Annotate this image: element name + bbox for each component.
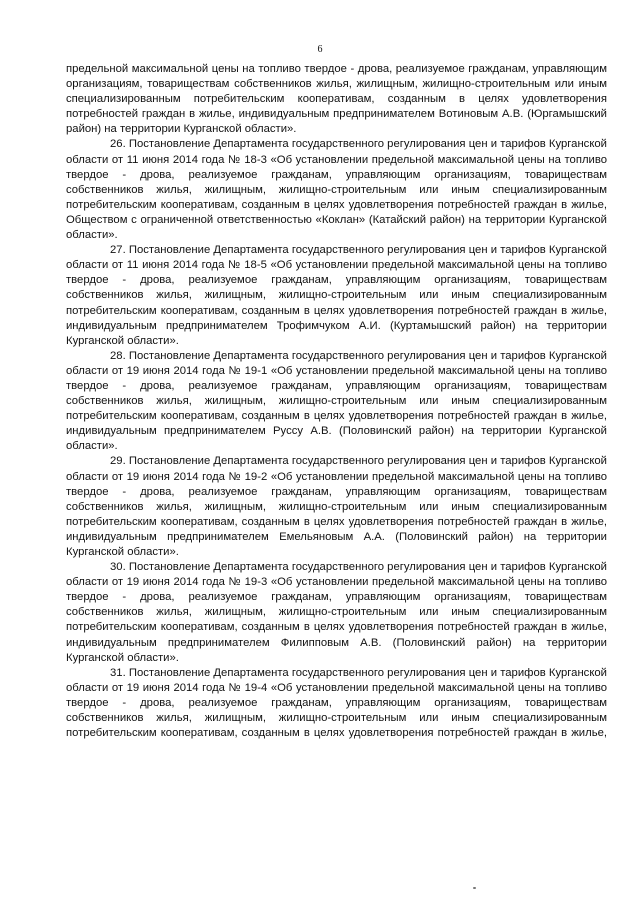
list-item-26: 26. Постановление Департамента государственного регулирования цен и тарифов Курганской области от 11 июня 2014 года № 18-3 «Об установлении предельной максимальной цены на топливо твердое - дрова, реализуемое гражданам, управляющим организациям, товариществам собственников жилья, жилищным, жилищно-строительным или иным специализированным потребительским кооперативам, созданным в целях удовлетворения потребностей граждан в жилье, Обществом с ограниченной ответственностью «Коклан» (Катайский район) на территории Курганской области». xyxy=(66,138,607,242)
paragraph-continuation: предельной максимальной цены на топливо твердое - дрова, реализуемое гражданам, управляющим организациям, товариществам собственников жилья, жилищным, жилищно-строительным или иным специализированным потребительским кооперативам, созданным в целях удовлетворения потребностей граждан в жилье, индивидуальным предпринимателем Вотиновым А.В. (Юргамышский район) на территории Курганской области». xyxy=(66,63,607,136)
list-item-31: 31. Постановление Департамента государственного регулирования цен и тарифов Курганской области от 19 июня 2014 года № 19-4 «Об установлении предельной максимальной цены на топливо твердое - дрова, реализуемое гражданам, управляющим организациям, товариществам собственников жилья, жилищным, жилищно-строительным или иным специализированным потребительским кооперативам, созданным в целях удовлетворения потребностей граждан в жилье, xyxy=(66,666,607,740)
list-item-30: 30. Постановление Департамента государственного регулирования цен и тарифов Курганской области от 19 июня 2014 года № 19-3 «Об установлении предельной максимальной цены на топливо твердое - дрова, реализуемое гражданам, управляющим организациям, товариществам собственников жилья, жилищным, жилищно-строительным или иным специализированным потребительским кооперативам, созданным в целях удовлетворения потребностей граждан в жилье, индивидуальным предпринимателем Филипповым А.В. (Половинский район) на территории Курганской области». xyxy=(66,561,607,664)
document-body xyxy=(66,62,607,741)
list-item-29: 29. Постановление Департамента государственного регулирования цен и тарифов Курганской области от 19 июня 2014 года № 19-2 «Об установлении предельной максимальной цены на топливо твердое - дрова, реализуемое гражданам, управляющим организациям, товариществам собственников жилья, жилищным, жилищно-строительным или иным специализированным потребительским кооперативам, созданным в целях удовлетворения потребностей граждан в жилье, индивидуальным предпринимателем Емельяновым А.А. (Половинский район) на территории Курганской области». xyxy=(66,455,607,558)
list-item-27: 27. Постановление Департамента государственного регулирования цен и тарифов Курганской области от 11 июня 2014 года № 18-5 «Об установлении предельной максимальной цены на топливо твердое - дрова, реализуемое гражданам, управляющим организациям, товариществам собственников жилья, жилищным, жилищно-строительным или иным специализированным потребительским кооперативам, созданным в целях удовлетворения потребностей граждан в жилье, индивидуальным предпринимателем Трофимчуком А.И. (Куртамышский район) на территории Курганской области». xyxy=(66,244,607,347)
page-number: 6 xyxy=(317,44,323,55)
scan-artifact xyxy=(473,887,476,889)
list-item-28: 28. Постановление Департамента государственного регулирования цен и тарифов Курганской области от 19 июня 2014 года № 19-1 «Об установлении предельной максимальной цены на топливо твердое - дрова, реализуемое гражданам, управляющим организациям, товариществам собственников жилья, жилищным, жилищно-строительным или иным специализированным потребительским кооперативам, созданным в целях удовлетворения потребностей граждан в жилье, индивидуальным предпринимателем Руссу А.В. (Половинский район) на территории Курганской области». xyxy=(66,349,607,453)
